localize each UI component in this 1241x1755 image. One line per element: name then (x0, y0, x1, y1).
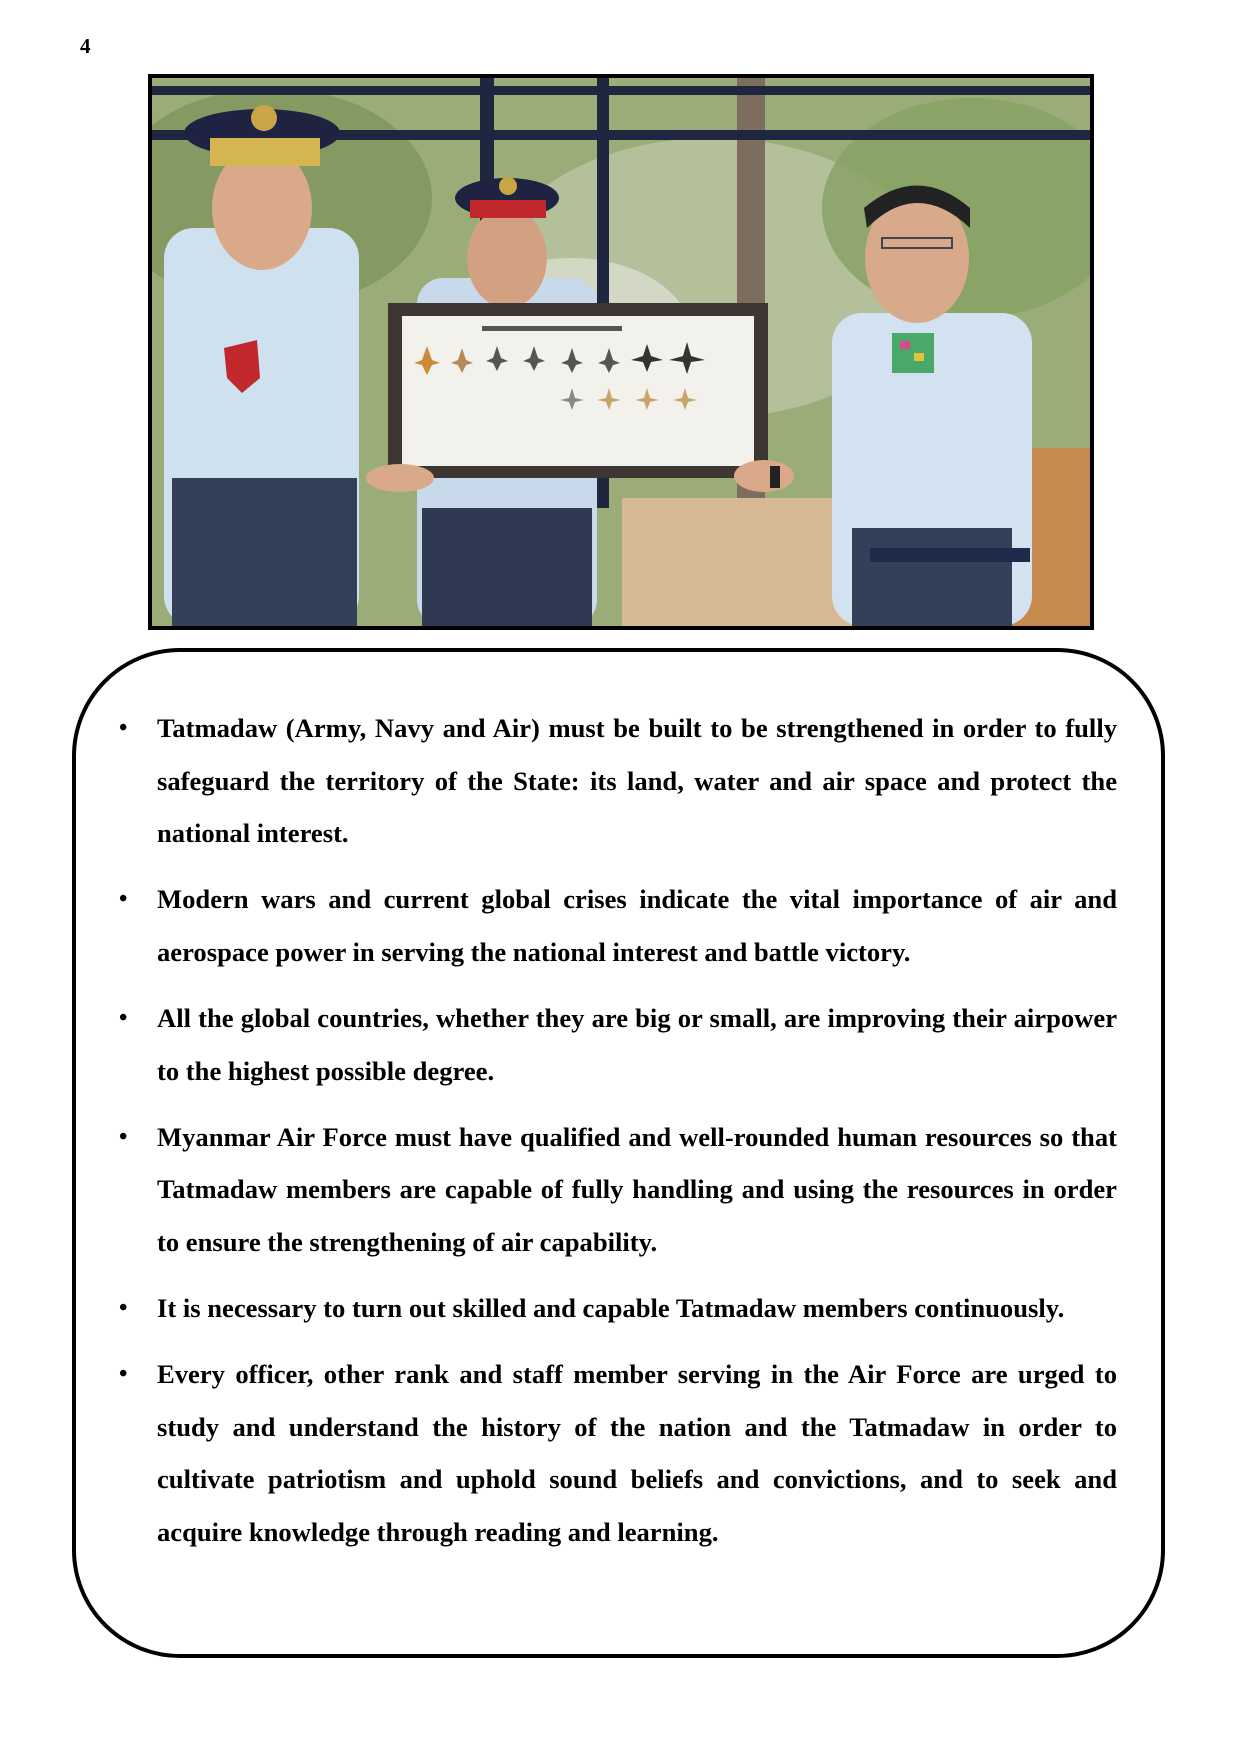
bullet-item (119, 992, 1117, 1097)
bullet-item (119, 702, 1117, 860)
cap-badge (251, 105, 277, 131)
medal-ribbon (914, 353, 924, 361)
medal-ribbons (892, 333, 934, 373)
left-officer-trousers (172, 478, 357, 626)
bullet-icon: • (119, 715, 128, 741)
middle-officer-trousers (422, 508, 592, 626)
bullet-text: Every officer, other rank and staff member serving in the Air Force are urged to study and understand the history of the nation and the Tatmadaw in order to cultivate patriotism and uphold sound beliefs and convictions, and to seek and acquire knowledge through reading and learning. (157, 1359, 1117, 1547)
medal-ribbon (900, 341, 910, 349)
bullet-icon: • (119, 1361, 128, 1388)
bullet-text: All the global countries, whether they are big or small, are improving their airpower to the highest possible degree. (157, 1002, 1117, 1086)
middle-officer-cap-band (470, 200, 546, 218)
middle-officer-face (467, 208, 547, 308)
ceremony-photo (148, 74, 1094, 630)
right-officer-hand (734, 460, 794, 492)
cap-badge (499, 177, 517, 195)
belt (870, 548, 1030, 562)
bullet-text: It is necessary to turn out skilled and capable Tatmadaw members continuously. (157, 1292, 1065, 1323)
wristwatch (770, 466, 780, 488)
key-points-list (119, 702, 1117, 1572)
bullet-item (119, 1282, 1117, 1335)
aircraft-picture-caption (482, 326, 622, 331)
bullet-item (119, 1348, 1117, 1558)
left-officer-cap-band (210, 138, 320, 166)
bullet-icon: • (119, 1004, 128, 1031)
bullet-text: Myanmar Air Force must have qualified and well-rounded human resources so that Tatmadaw members are capable of fully handling and using the resources in order to ensure the strengthening of air capability. (157, 1121, 1117, 1257)
bullet-text: Modern wars and current global crises indicate the vital importance of air and aerospace power in serving the national interest and battle victory. (157, 884, 1117, 967)
bullet-icon: • (119, 886, 128, 913)
aircraft-picture-mat (402, 316, 754, 466)
bullet-icon: • (119, 1294, 128, 1321)
canopy-beam (152, 86, 1090, 95)
right-officer-trousers (852, 528, 1012, 626)
bullet-text: Tatmadaw (Army, Navy and Air) must be built to be strengthened in order to fully safeguard the territory of the State: its land, water and air space and protect the national interest. (157, 713, 1117, 849)
page-number: 4 (80, 34, 91, 58)
bullet-icon: • (119, 1123, 128, 1150)
ceremony-photo-illustration (152, 78, 1090, 626)
bullet-item (119, 873, 1117, 978)
bullet-item (119, 1111, 1117, 1269)
left-officer-hand (366, 464, 434, 492)
